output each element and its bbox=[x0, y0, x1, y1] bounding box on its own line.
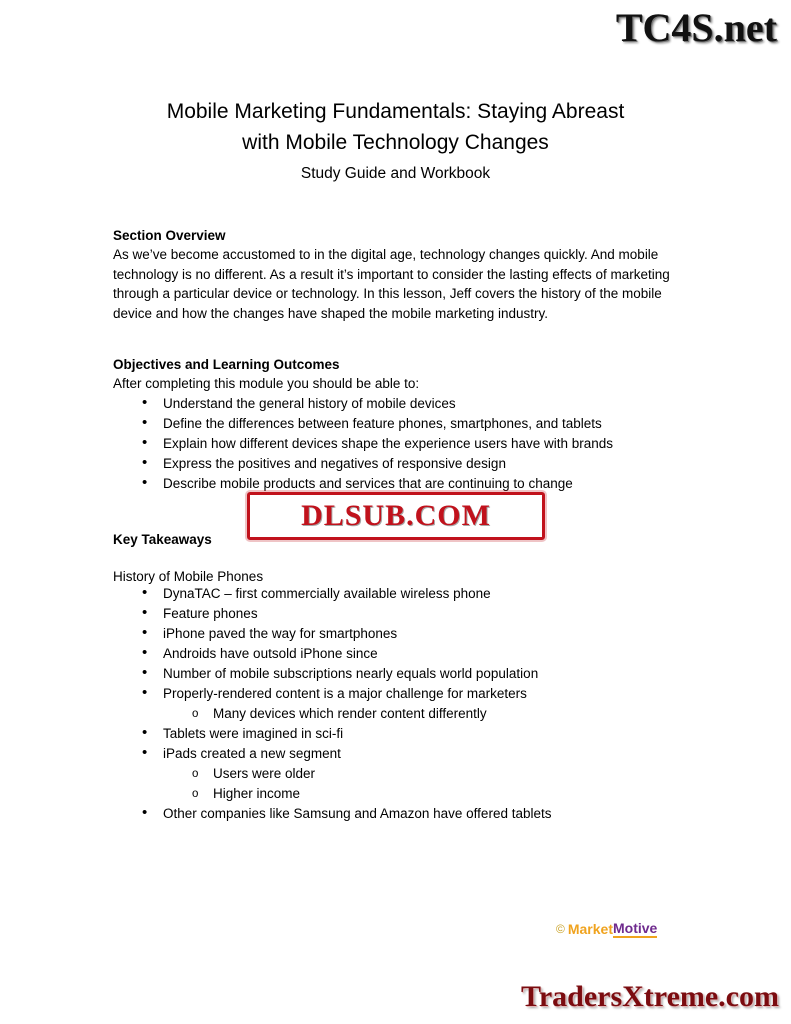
section-takeaways-subheading: History of Mobile Phones bbox=[113, 568, 264, 584]
section-overview-heading: Section Overview bbox=[113, 228, 226, 243]
list-item: o Higher income bbox=[113, 784, 678, 804]
takeaways-list-3 bbox=[113, 804, 678, 824]
watermark-top-right: TC4S.net bbox=[615, 5, 777, 50]
section-overview bbox=[113, 228, 678, 323]
list-item: • Feature phones bbox=[113, 604, 678, 624]
list-item: • Understand the general history of mobile devices bbox=[113, 394, 678, 414]
takeaways-list-2 bbox=[113, 724, 678, 764]
list-item: • DynaTAC – first commercially available wireless phone bbox=[113, 584, 678, 604]
section-takeaways-heading: Key Takeaways bbox=[113, 531, 212, 547]
list-item: • Number of mobile subscriptions nearly equals world population bbox=[113, 664, 678, 684]
list-item: o Many devices which render content differently bbox=[113, 704, 678, 724]
list-item: • Describe mobile products and services that are continuing to change bbox=[113, 474, 678, 494]
page-subtitle: Study Guide and Workbook bbox=[300, 165, 491, 182]
takeaways-sublist-2 bbox=[113, 764, 678, 804]
section-takeaways bbox=[113, 532, 678, 824]
list-item: • iPads created a new segment bbox=[113, 744, 678, 764]
list-item: • iPhone paved the way for smartphones bbox=[113, 624, 678, 644]
page-title-line-1: Mobile Marketing Fundamentals: Staying Abreast bbox=[166, 100, 625, 123]
page-title bbox=[113, 0, 678, 158]
list-item: • Other companies like Samsung and Amazon have offered tablets bbox=[113, 804, 678, 824]
section-objectives bbox=[113, 357, 678, 494]
list-item: o Users were older bbox=[113, 764, 678, 784]
list-item: • Express the positives and negatives of responsive design bbox=[113, 454, 678, 474]
watermark-center-text: DLSUB.COM bbox=[301, 499, 491, 532]
section-overview-body: As we’ve become accustomed to in the digital age, technology changes quickly. And mobile technology is no different. As a result it’s important to consider the lasting effects of marketing through a particular device or technology. In this lesson, Jeff covers the history of the mobile device and how the changes have shaped the mobile marketing industry. bbox=[113, 247, 670, 321]
list-item: • Tablets were imagined in sci-fi bbox=[113, 724, 678, 744]
list-item: • Define the differences between feature phones, smartphones, and tablets bbox=[113, 414, 678, 434]
list-item: • Androids have outsold iPhone since bbox=[113, 644, 678, 664]
objectives-list bbox=[113, 394, 678, 494]
takeaways-list bbox=[113, 584, 678, 704]
section-objectives-heading: Objectives and Learning Outcomes bbox=[113, 357, 340, 373]
page-title-line-2: with Mobile Technology Changes bbox=[242, 131, 549, 154]
list-item: • Properly-rendered content is a major challenge for marketers bbox=[113, 684, 678, 704]
watermark-center-stamp bbox=[247, 492, 545, 540]
copyright-icon: © bbox=[556, 922, 565, 936]
logo-word-motive: Motive bbox=[612, 920, 658, 936]
list-item: • Explain how different devices shape the experience users have with brands bbox=[113, 434, 678, 454]
logo-word-market: Market bbox=[567, 921, 613, 937]
section-objectives-intro: After completing this module you should be able to: bbox=[113, 376, 420, 392]
market-motive-logo bbox=[556, 920, 657, 938]
takeaways-sublist-1 bbox=[113, 704, 678, 724]
watermark-bottom-right: TradersXtreme.com bbox=[521, 980, 779, 1013]
document-content bbox=[113, 0, 678, 824]
